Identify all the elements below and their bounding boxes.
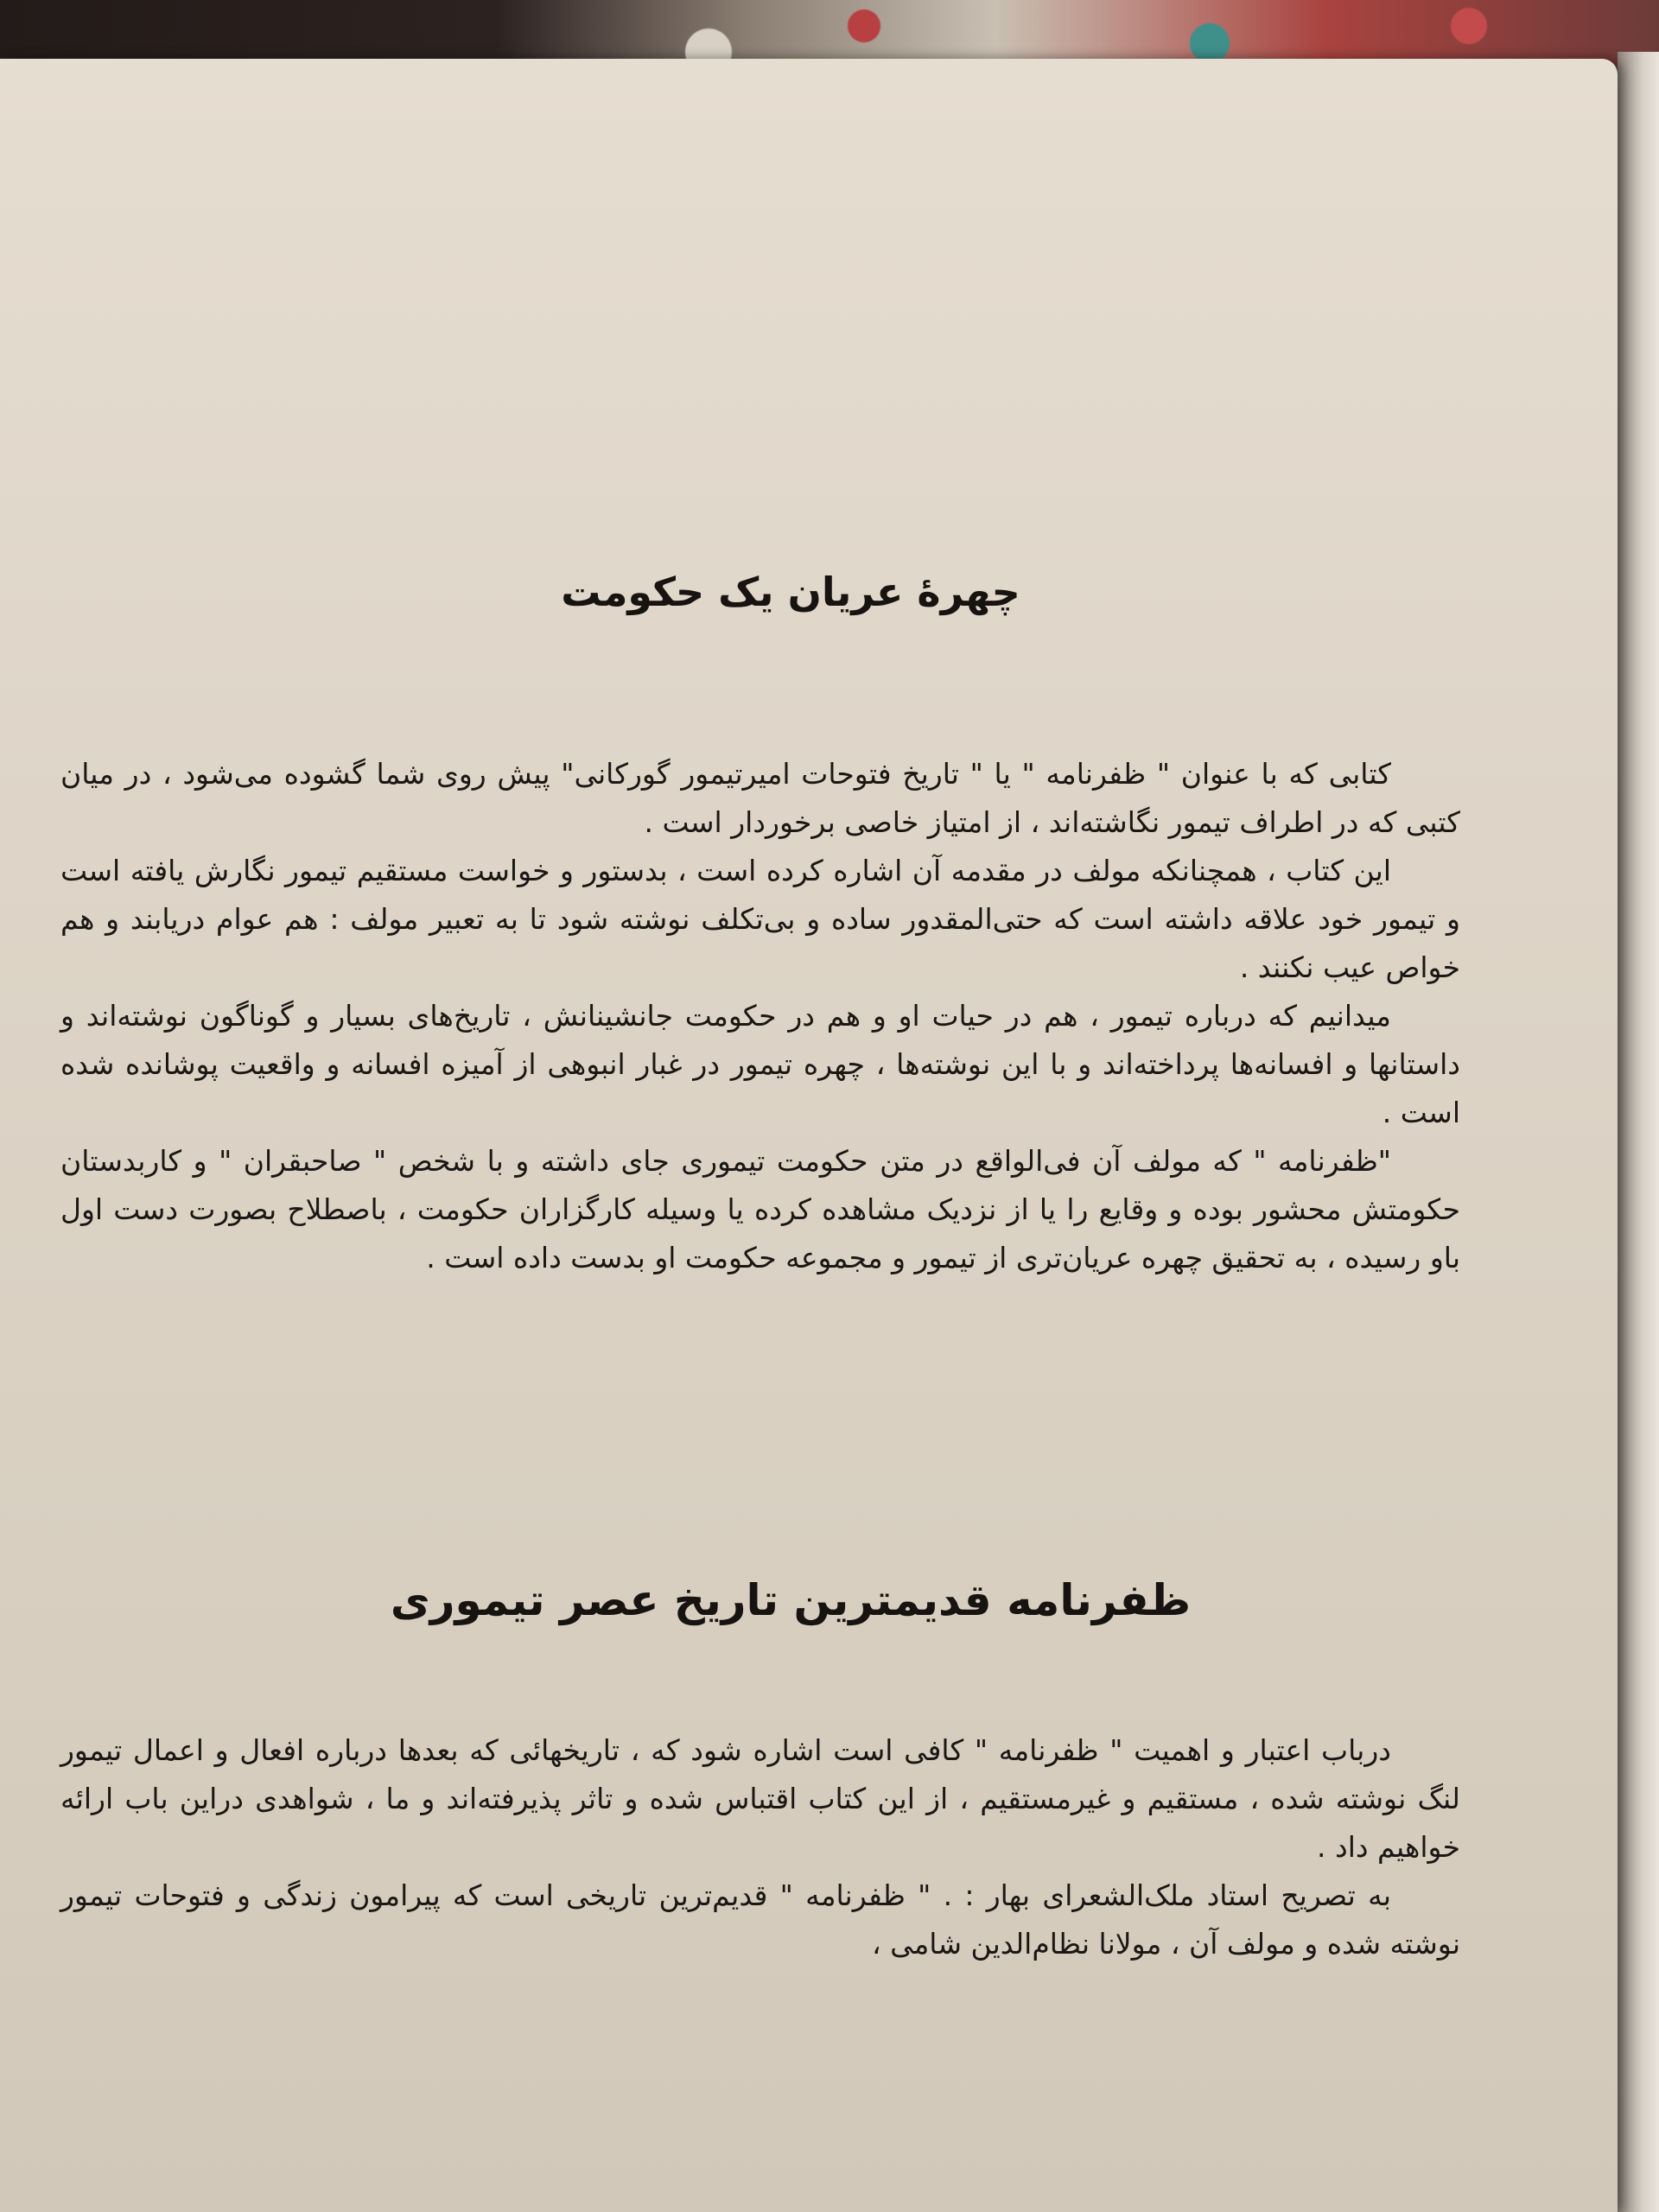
paragraph-5: درباب اعتبار و اهمیت " ظفرنامه " کافی است اشاره شود که ، تاریخهائی که بعدها درباره افعال و اعمال تیمور لنگ نوشته شده ، مستقیم و غیرمستقیم ، از این کتاب اقتباس شده و تاثر پذیرفته‌اند و ما ، شواهدی دراین باب ارائه خواهیم داد . xyxy=(60,1733,1460,1864)
paragraph-6: به تصریح استاد ملک‌الشعرای بهار : . " ظفرنامه " قدیم‌ترین تاریخی است که پیرامون زندگی و فتوحات تیمور نوشته شده و مولف آن ، مولانا نظام‌الدین شامی ، xyxy=(60,1878,1460,1961)
section-1-body xyxy=(60,750,1460,1282)
paragraph-4: "ظفرنامه " که مولف آن فی‌الواقع در متن حکومت تیموری جای داشته و با شخص " صاحبقران " و کاربدستان حکومتش محشور بوده و وقایع را یا از نزدیک مشاهده کرده یا وسیله کارگزاران حکومت ، باصطلاح بصورت دست اول باو رسیده ، به تحقیق چهره عریان‌تری از تیمور و مجموعه حکومت او بدست داده است . xyxy=(60,1144,1460,1274)
paragraph-1: کتابی که با عنوان " ظفرنامه " یا " تاریخ فتوحات امیرتیمور گورکانی" پیش روی شما گشوده می‌شود ، در میان کتبی که در اطراف تیمور نگاشته‌اند ، از امتیاز خاصی برخوردار است . xyxy=(60,757,1460,839)
section-2-body xyxy=(60,1726,1460,1968)
page-edge xyxy=(1618,52,1659,2212)
chapter-heading: چهرهٔ عریان یک حکومت xyxy=(561,569,1020,615)
paragraph-2: این کتاب ، همچنانکه مولف در مقدمه آن اشاره کرده است ، بدستور و خواست مستقیم تیمور نگارش یافته است و تیمور خود علاقه داشته است که حتی‌المقدور ساده و بی‌تکلف نوشته شود تا به تعبیر مولف : هم عوام دریابند و هم خواص عیب نکنند . xyxy=(60,854,1460,984)
paragraph-3: میدانیم که درباره تیمور ، هم در حیات او و هم در حکومت جانشینانش ، تاریخ‌های بسیار و گوناگون نوشته‌اند و داستانها و افسانه‌ها پرداخته‌اند و با این نوشته‌ها ، چهره تیمور در غبار انبوهی از آمیزه افسانه و واقعیت پوشانده شده است . xyxy=(60,999,1460,1129)
section-heading: ظفرنامه قدیمترین تاریخ عصر تیموری xyxy=(390,1575,1192,1625)
book-page xyxy=(0,59,1618,2212)
